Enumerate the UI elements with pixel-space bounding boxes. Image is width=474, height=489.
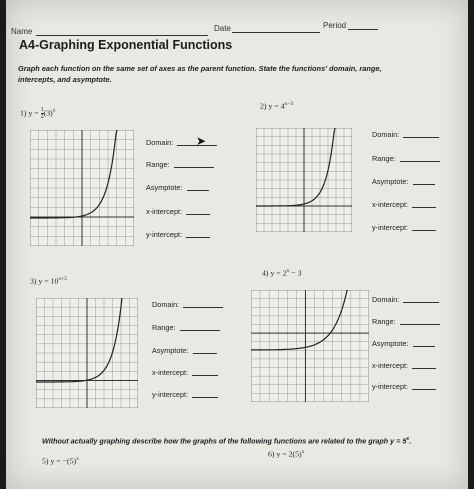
p1-range-blank[interactable] [174,167,214,168]
p2-asymptote: Asymptote: [372,177,435,186]
graph-1 [30,130,134,246]
p2-x-intercept: x-intercept: [372,200,436,209]
p1-range: Range: [146,160,214,169]
p1-domain: Domain: [146,138,217,147]
problem-2-equation: 2) $y = 4^{x-3}$ [260,101,294,111]
p4-range-blank[interactable] [400,324,440,325]
p2-y-intercept: y-intercept: [372,223,436,232]
p1-asymptote: Asymptote: [146,183,209,192]
p4-y-intercept: y-intercept: [372,382,436,391]
p2-range: Range: [372,154,440,163]
fraction: $\frac{1}{2}$ [40,107,44,120]
period-label: Period [323,21,347,30]
problem-1-equation: 1) y = $\frac{1}{2}$ $(3)^x$ [20,107,56,120]
p3-x-intercept-blank[interactable] [192,375,218,376]
name-label: Name [11,27,33,36]
p3-domain: Domain: [152,300,223,309]
graph-4 [251,290,369,402]
p4-asymptote: Asymptote: [372,339,435,348]
p4-domain: Domain: [372,295,439,304]
problem-6-equation: 6) $y = 2(5)^x$ [268,449,305,459]
p1-asymptote-blank[interactable] [187,190,209,191]
name-field[interactable] [36,35,208,36]
p3-asymptote: Asymptote: [152,346,217,355]
p3-range-blank[interactable] [180,330,220,331]
instructions-line-2: intercepts, and asymptote. [18,75,112,84]
p4-domain-blank[interactable] [403,302,439,303]
problem-3-equation: 3) $y = 10^{x+5}$ [30,276,68,286]
footer-prompt: Without actually graphing describe how the graphs of the following functions are related to the graph $y = 5^x$. [42,436,412,446]
instructions-line-1: Graph each function on the same set of axes as the parent function. State the functions' domain, range, [18,64,382,73]
p3-range: Range: [152,323,220,332]
p3-x-intercept: x-intercept: [152,368,218,377]
p1-x-intercept-blank[interactable] [186,214,210,215]
page-title: A4-Graphing Exponential Functions [19,38,233,52]
p2-domain-blank[interactable] [403,137,439,138]
date-label: Date [214,24,231,33]
p2-x-intercept-blank[interactable] [412,207,436,208]
p3-y-intercept: y-intercept: [152,390,218,399]
p2-y-intercept-blank[interactable] [412,230,436,231]
date-field[interactable] [232,32,320,33]
period-field[interactable] [348,29,378,30]
p2-range-blank[interactable] [400,161,440,162]
p3-asymptote-blank[interactable] [193,353,217,354]
problem-4-equation: 4) $y = 2^x - 3$ [262,268,302,278]
graph-2 [256,128,352,232]
cursor-arrow-icon: ➤ [196,134,207,148]
p4-range: Range: [372,317,440,326]
worksheet-page [6,0,468,489]
p3-y-intercept-blank[interactable] [192,397,218,398]
p4-asymptote-blank[interactable] [413,346,435,347]
graph-3 [36,298,138,408]
p2-domain: Domain: [372,130,439,139]
p2-asymptote-blank[interactable] [413,184,435,185]
p1-y-intercept-blank[interactable] [186,237,210,238]
p3-domain-blank[interactable] [183,307,223,308]
problem-5-equation: 5) $y = -(5)^x$ [42,456,79,466]
p1-x-intercept: x-intercept: [146,207,210,216]
p1-y-intercept: y-intercept: [146,230,210,239]
p4-x-intercept-blank[interactable] [412,368,436,369]
p4-x-intercept: x-intercept: [372,361,436,370]
p4-y-intercept-blank[interactable] [412,389,436,390]
